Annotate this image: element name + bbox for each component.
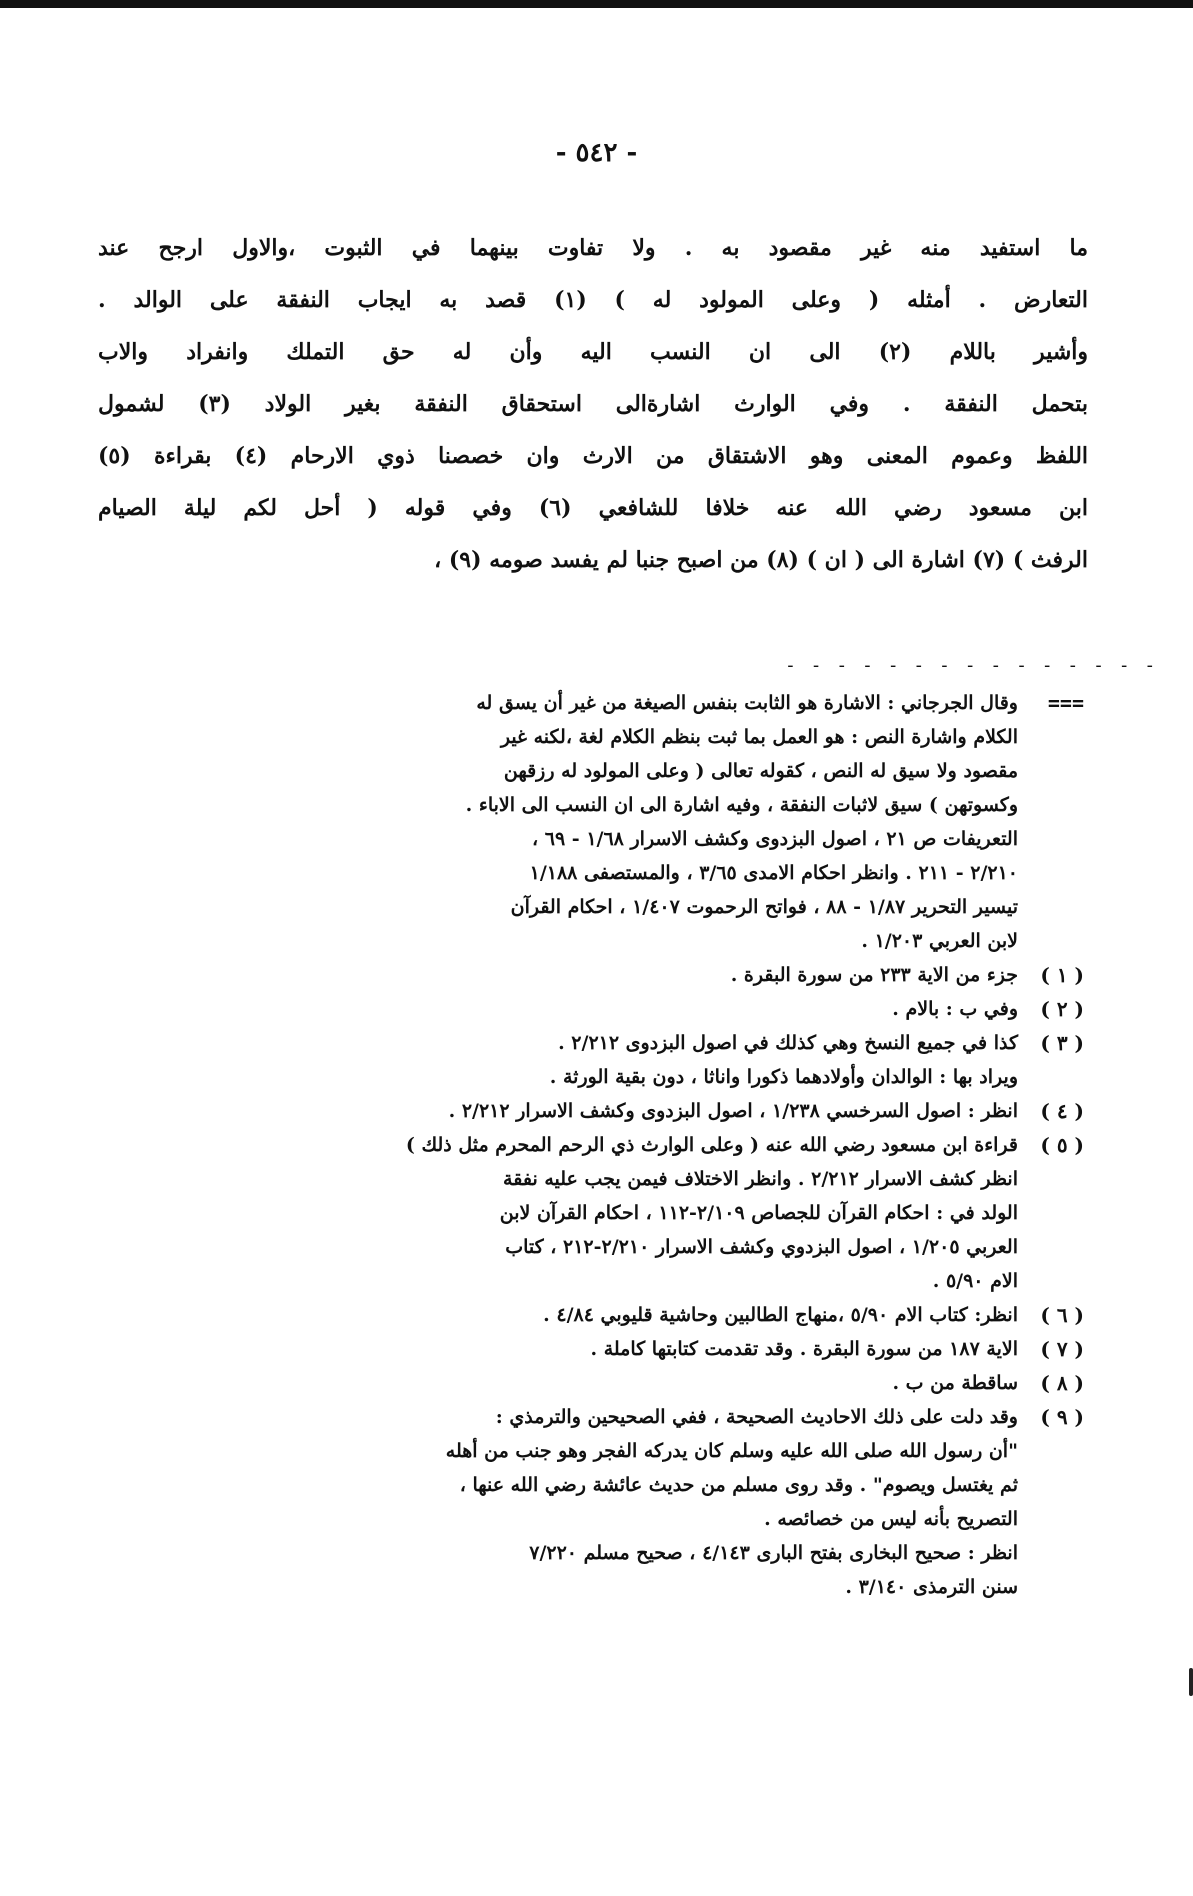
footnote-line: ثم يغتسل ويصوم" . وقد روى مسلم من حديث عائشة رضي الله عنها ، bbox=[459, 1474, 1018, 1496]
footnote-line: مقصود ولا سيق له النص ، كقوله تعالى ( وعلى المولود له رزقهن bbox=[503, 760, 1018, 782]
footnote-line: وفي ب : بالام . bbox=[892, 998, 1018, 1020]
main-text-line: التعارض . أمثله ( وعلى المولود له ) (١) قصد به ايجاب النفقة على الوالد . bbox=[98, 287, 1088, 313]
footnote-line: الكلام واشارة النص : هو العمل بما ثبت بنظم الكلام لغة ،لكنه غير bbox=[500, 726, 1018, 748]
footnote-body bbox=[98, 1094, 1018, 1128]
footnote-4 bbox=[98, 1094, 1088, 1128]
footnote-number: ( ٨ ) bbox=[1040, 1371, 1084, 1395]
footnote-line: العربي ١/٢٠٥ ، اصول البزدوي وكشف الاسرار ٢/٢١٠-٢١٢ ، كتاب bbox=[505, 1236, 1018, 1258]
footnote-body bbox=[98, 686, 1018, 958]
footnote-line: انظر كشف الاسرار ٢/٢١٢ . وانظر الاختلاف فيمن يجب عليه نفقة bbox=[503, 1168, 1018, 1190]
footnote-line: الاية ١٨٧ من سورة البقرة . وقد تقدمت كتابتها كاملة . bbox=[590, 1338, 1018, 1360]
footnote-1 bbox=[98, 958, 1088, 992]
footnote-line: سنن الترمذى ٣/١٤٠ . bbox=[845, 1576, 1018, 1598]
footnote-body bbox=[98, 1128, 1018, 1298]
footnote-line: وقال الجرجاني : الاشارة هو الثابت بنفس الصيغة من غير أن يسق له bbox=[476, 692, 1018, 714]
footnote-number: ( ٦ ) bbox=[1040, 1303, 1084, 1327]
footnote-body bbox=[98, 958, 1018, 992]
top-border-line bbox=[0, 0, 1193, 8]
footnote-line: التصريح بأنه ليس من خصائصه . bbox=[764, 1508, 1018, 1530]
main-text-line: الرفث ) (٧) اشارة الى ( ان ) (٨) من اصبح جنبا لم يفسد صومه (٩) ، bbox=[434, 547, 1088, 573]
footnote-line: وكسوتهن ) سيق لاثبات النفقة ، وفيه اشارة الى ان النسب الى الاباء . bbox=[465, 794, 1018, 816]
main-text-line: اللفظ وعموم المعنى وهو الاشتقاق من الارث وان خصصنا ذوي الارحام (٤) بقراءة (٥) bbox=[98, 443, 1089, 469]
footnote-line: جزء من الاية ٢٣٣ من سورة البقرة . bbox=[730, 964, 1018, 986]
footnote-line: "أن رسول الله صلى الله عليه وسلم كان يدركه الفجر وهو جنب من أهله bbox=[445, 1440, 1018, 1462]
footnote-continuation-marker: === bbox=[1047, 691, 1084, 715]
footnote-3 bbox=[98, 1026, 1088, 1094]
footnote-number: ( ٥ ) bbox=[1040, 1133, 1084, 1157]
footnote-number: ( ٤ ) bbox=[1040, 1099, 1084, 1123]
footnote-9 bbox=[98, 1400, 1088, 1604]
footnote-number: ( ٣ ) bbox=[1040, 1031, 1084, 1055]
footnote-line: التعريفات ص ٢١ ، اصول البزدوى وكشف الاسرار ١/٦٨ - ٦٩ ، bbox=[532, 828, 1018, 850]
footnote-body bbox=[98, 1332, 1018, 1366]
footnote-number: ( ٢ ) bbox=[1040, 997, 1084, 1021]
footnote-body bbox=[98, 1298, 1018, 1332]
footnote-body bbox=[98, 992, 1018, 1026]
footnote-number: ( ٧ ) bbox=[1040, 1337, 1084, 1361]
footnote-line: وقد دلت على ذلك الاحاديث الصحيحة ، ففي الصحيحين والترمذي : bbox=[495, 1406, 1018, 1428]
footnote-body bbox=[98, 1400, 1018, 1604]
footnote-line: ٢/٢١٠ - ٢١١ . وانظر احكام الامدى ٣/٦٥ ، والمستصفى ١/١٨٨ bbox=[529, 862, 1018, 884]
footnote-line: انظر: كتاب الام ٥/٩٠ ،منهاج الطالبين وحاشية قليوبي ٤/٨٤ . bbox=[543, 1304, 1018, 1326]
footnote-body bbox=[98, 1026, 1018, 1094]
scan-edge-mark bbox=[1189, 1668, 1193, 1696]
footnote-continuation bbox=[98, 686, 1088, 958]
footnotes-block bbox=[98, 686, 1088, 1604]
footnote-line: ويراد بها : الوالدان وأولادهما ذكورا واناثا ، دون بقية الورثة . bbox=[549, 1066, 1018, 1088]
footnote-number: ( ٩ ) bbox=[1040, 1405, 1084, 1429]
footnote-separator: - - - - - - - - - - - - - - - bbox=[785, 655, 1158, 676]
footnote-7 bbox=[98, 1332, 1088, 1366]
footnote-line: ساقطة من ب . bbox=[892, 1372, 1018, 1394]
footnote-line: لابن العربي ١/٢٠٣ . bbox=[861, 930, 1018, 952]
footnote-line: انظر : اصول السرخسي ١/٢٣٨ ، اصول البزدوى وكشف الاسرار ٢/٢١٢ . bbox=[448, 1100, 1018, 1122]
footnote-8 bbox=[98, 1366, 1088, 1400]
footnote-number: ( ١ ) bbox=[1040, 963, 1084, 987]
page-number: - ٥٤٢ - bbox=[555, 138, 638, 168]
footnote-5 bbox=[98, 1128, 1088, 1298]
footnote-line: قراءة ابن مسعود رضي الله عنه ( وعلى الوارث ذي الرحم المحرم مثل ذلك ) bbox=[405, 1134, 1018, 1156]
footnote-line: تيسير التحرير ١/٨٧ - ٨٨ ، فواتح الرحموت ١/٤٠٧ ، احكام القرآن bbox=[510, 896, 1018, 918]
footnote-line: الام ٥/٩٠ . bbox=[932, 1270, 1018, 1292]
main-text-line: وأشير باللام (٢) الى ان النسب اليه وأن له حق التملك وانفراد والاب bbox=[98, 339, 1089, 365]
main-text-line: بتحمل النفقة . وفي الوارث اشارةالى استحقاق النفقة بغير الولاد (٣) لشمول bbox=[98, 391, 1089, 417]
footnote-6 bbox=[98, 1298, 1088, 1332]
main-text-line: ما استفيد منه غير مقصود به . ولا تفاوت بينهما في الثبوت ،والاول ارجح عند bbox=[98, 235, 1088, 261]
main-text-block bbox=[98, 222, 1088, 586]
footnote-body bbox=[98, 1366, 1018, 1400]
footnote-line: انظر : صحيح البخارى بفتح البارى ٤/١٤٣ ، صحيح مسلم ٧/٢٢٠ bbox=[529, 1542, 1018, 1564]
footnote-line: كذا في جميع النسخ وهي كذلك في اصول البزدوى ٢/٢١٢ . bbox=[558, 1032, 1018, 1054]
footnote-2 bbox=[98, 992, 1088, 1026]
main-text-line: ابن مسعود رضي الله عنه خلافا للشافعي (٦) وفي قوله ( أحل لكم ليلة الصيام bbox=[98, 495, 1088, 521]
footnote-line: الولد في : احكام القرآن للجصاص ٢/١٠٩-١١٢ ، احكام القرآن لابن bbox=[499, 1202, 1018, 1224]
